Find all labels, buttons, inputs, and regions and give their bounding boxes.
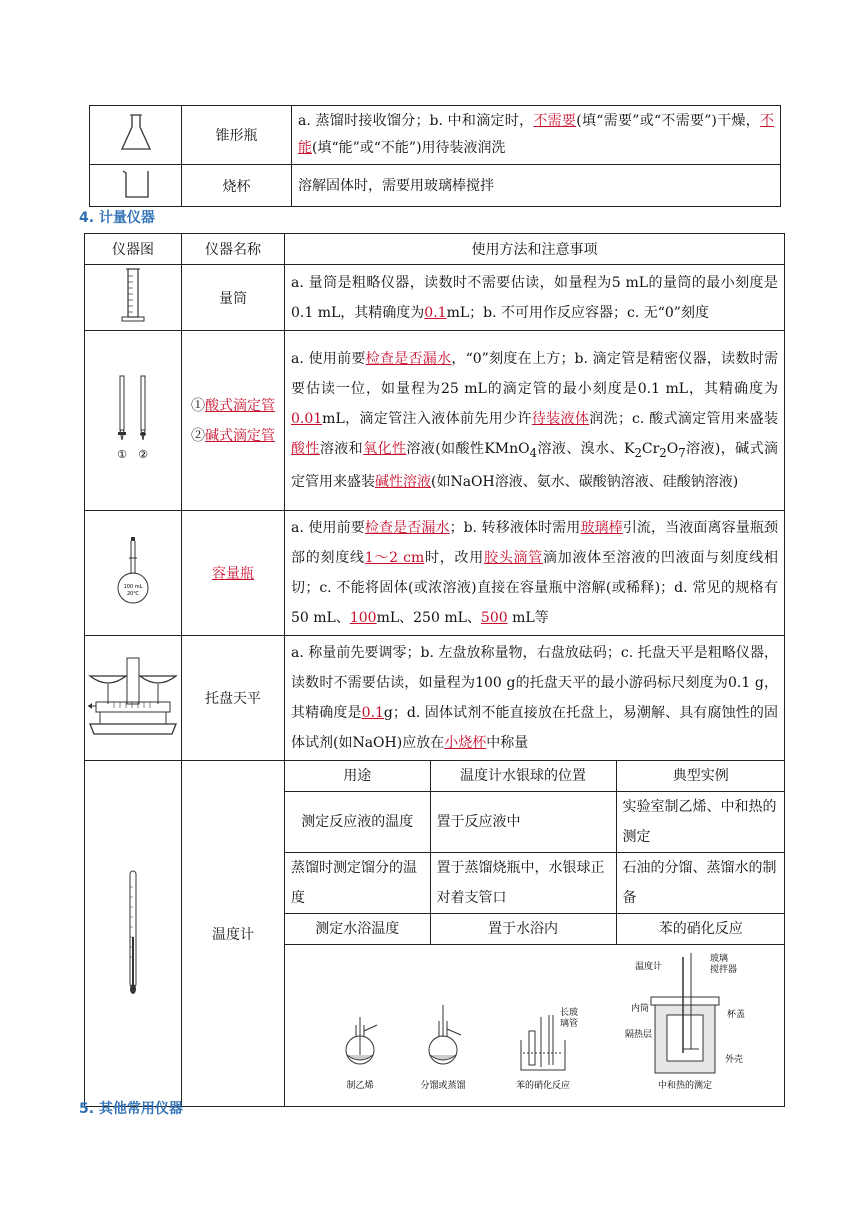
- answer-blank: 检查是否漏水: [365, 350, 452, 367]
- burette-label-2: ②: [138, 447, 148, 461]
- insulation-label: 隔热层: [625, 1030, 653, 1040]
- burette-label-1: ①: [117, 447, 127, 461]
- erlenmeyer-flask-icon: [90, 106, 182, 165]
- answer-blank: 小烧杯: [444, 735, 487, 751]
- subtable-cell: 蒸馏时测定馏分的温度: [285, 853, 430, 914]
- long-tube-label: 长玻: [560, 1008, 579, 1018]
- burette-name: ①酸式滴定管 ②碱式滴定管: [182, 331, 285, 511]
- subtable-header: 典型实例: [616, 761, 785, 792]
- subtable-header: 温度计水银球的位置: [430, 761, 616, 792]
- flask-temp-label: 20℃: [127, 591, 139, 597]
- diagram-caption: 分馏或蒸馏: [420, 1081, 466, 1091]
- table-row: [85, 636, 785, 761]
- answer-blank: 酸性: [291, 440, 320, 457]
- answer-blank: 氧化性: [363, 440, 407, 457]
- table-row: [85, 331, 785, 511]
- answer-blank: 待装液体: [531, 410, 590, 427]
- subtable-cell: 置于蒸馏烧瓶中，水银球正对着支管口: [430, 853, 616, 914]
- answer-blank: 检查是否漏水: [364, 520, 450, 536]
- volumetric-flask-name: 容量瓶: [182, 511, 285, 636]
- erlenmeyer-flask-usage: a. 蒸馏时接收馏分；b. 中和滴定时，不需要(填“需要”或“不需要”)干燥，不能(填“能”或“不能”)用待装液润洗: [292, 106, 781, 165]
- diagram-caption: 制乙烯: [346, 1081, 374, 1091]
- volumetric-flask-usage: a. 使用前要检查是否漏水；b. 转移液体时需用玻璃棒引流，当液面离容量瓶颈部的刻度线1～2 cm时，改用胶头滴管滴加液体至溶液的凹液面与刻度线相切；c. 不能将固体(或浓溶液)直接在容量瓶中溶解(或稀释)；d. 常见的规格有50 mL、100mL、250 mL、500 mL等: [285, 511, 785, 636]
- thermometer-usage: [285, 761, 785, 1107]
- acid-burette-name: 酸式滴定管: [205, 397, 275, 414]
- answer-blank: 100: [349, 610, 377, 626]
- table-row: [85, 265, 785, 331]
- subtable-header-row: [285, 761, 785, 792]
- answer-blank: 0.01: [291, 410, 323, 427]
- graduated-cylinder-name: 量筒: [182, 265, 285, 331]
- balance-name: 托盘天平: [182, 636, 285, 761]
- table-row: [90, 106, 781, 165]
- subtable-cell: 实验室制乙烯、中和热的测定: [616, 792, 785, 853]
- table-header-row: [85, 234, 785, 265]
- subtable-cell: 置于水浴内: [430, 914, 616, 945]
- burette-usage: a. 使用前要检查是否漏水，“0”刻度在上方；b. 滴定管是精密仪器，读数时需要估读一位，如量程为25 mL的滴定管的最小刻度是0.1 mL，其精确度为0.01mL，滴定管注入液体前先用少许待装液体润洗；c. 酸式滴定管用来盛装酸性溶液和氧化性溶液(如酸性KMnO$_4$溶液、溴水、$K_2Cr_2O_7$溶液)，碱式滴定管用来盛装碱性溶液(如NaOH溶液、氨水、碳酸钠溶液、硅酸钠溶液): [285, 331, 785, 511]
- volumetric-flask-icon: [85, 511, 182, 636]
- thermometer-icon: [85, 761, 182, 1107]
- subtable-cell: 苯的硝化反应: [616, 914, 785, 945]
- thermometer-apparatus-diagram: [285, 945, 783, 1105]
- diagram-caption: 苯的硝化反应: [515, 1081, 571, 1091]
- header-cell: 仪器名称: [182, 234, 285, 265]
- subtable-cell: 置于反应液中: [430, 792, 616, 853]
- answer-blank: 玻璃棒: [580, 520, 623, 536]
- top-instrument-table: [89, 105, 781, 207]
- subtable-row: [285, 792, 785, 853]
- burette-icon: [85, 331, 182, 511]
- diagram-caption: 中和热的测定: [657, 1081, 713, 1091]
- thermometer-label: 温度计: [635, 962, 663, 972]
- beaker-usage: 溶解固体时，需要用玻璃棒搅拌: [292, 165, 781, 207]
- answer-blank: 不能: [298, 113, 775, 156]
- subtable-cell: 测定反应液的温度: [285, 792, 430, 853]
- subtable-row: [285, 853, 785, 914]
- thermometer-name: 温度计: [182, 761, 285, 1107]
- subtable-row: [285, 914, 785, 945]
- table-row: [85, 761, 785, 1107]
- long-tube-label: 璃管: [560, 1019, 579, 1029]
- subtable-cell: 石油的分馏、蒸馏水的制备: [616, 853, 785, 914]
- answer-blank: 胶头滴管: [484, 550, 543, 566]
- inner-cylinder-label: 内筒: [631, 1004, 650, 1014]
- answer-blank: 碱性溶液: [375, 474, 431, 491]
- subtable-header: 用途: [285, 761, 430, 792]
- table-row: [85, 511, 785, 636]
- answer-blank: 0.1: [361, 705, 384, 721]
- answer-blank: 不需要: [533, 113, 577, 129]
- answer-blank: 1～2 cm: [364, 550, 425, 566]
- erlenmeyer-flask-name: 锥形瓶: [182, 106, 292, 165]
- header-cell: 使用方法和注意事项: [285, 234, 785, 265]
- balance-icon: [85, 636, 182, 761]
- subtable-cell: 测定水浴温度: [285, 914, 430, 945]
- base-burette-name: 碱式滴定管: [205, 427, 275, 444]
- answer-blank: 500: [480, 610, 508, 626]
- measuring-instrument-table: [84, 233, 785, 1107]
- beaker-name: 烧杯: [182, 165, 292, 207]
- section-title: 4. 计量仪器: [79, 210, 155, 226]
- stirrer-label: 玻璃: [710, 954, 729, 964]
- flask-volume-label: 100 mL: [123, 584, 143, 590]
- shell-label: 外壳: [725, 1055, 744, 1065]
- lid-label: 杯盖: [727, 1010, 746, 1020]
- graduated-cylinder-icon: [85, 265, 182, 331]
- table-row: [90, 165, 781, 207]
- header-cell: 仪器图: [85, 234, 182, 265]
- thermometer-subtable: [285, 761, 785, 945]
- graduated-cylinder-usage: a. 量筒是粗略仪器，读数时不需要估读，如量程为5 mL的量筒的最小刻度是0.1 mL，其精确度为0.1mL；b. 不可用作反应容器；c. 无“0”刻度: [285, 265, 785, 331]
- answer-blank: 0.1: [424, 304, 447, 321]
- stirrer-label: 搅拌器: [710, 965, 738, 975]
- beaker-icon: [90, 165, 182, 207]
- section-title: 5. 其他常用仪器: [79, 1101, 183, 1117]
- balance-usage: a. 称量前先要调零；b. 左盘放称量物，右盘放砝码；c. 托盘天平是粗略仪器，读数时不需要估读，如量程为100 g的托盘天平的最小游码标尺刻度为0.1 g，其精确度是0.1g；d. 固体试剂不能直接放在托盘上，易潮解、具有腐蚀性的固体试剂(如NaOH)应放在小烧杯中称量: [285, 636, 785, 761]
